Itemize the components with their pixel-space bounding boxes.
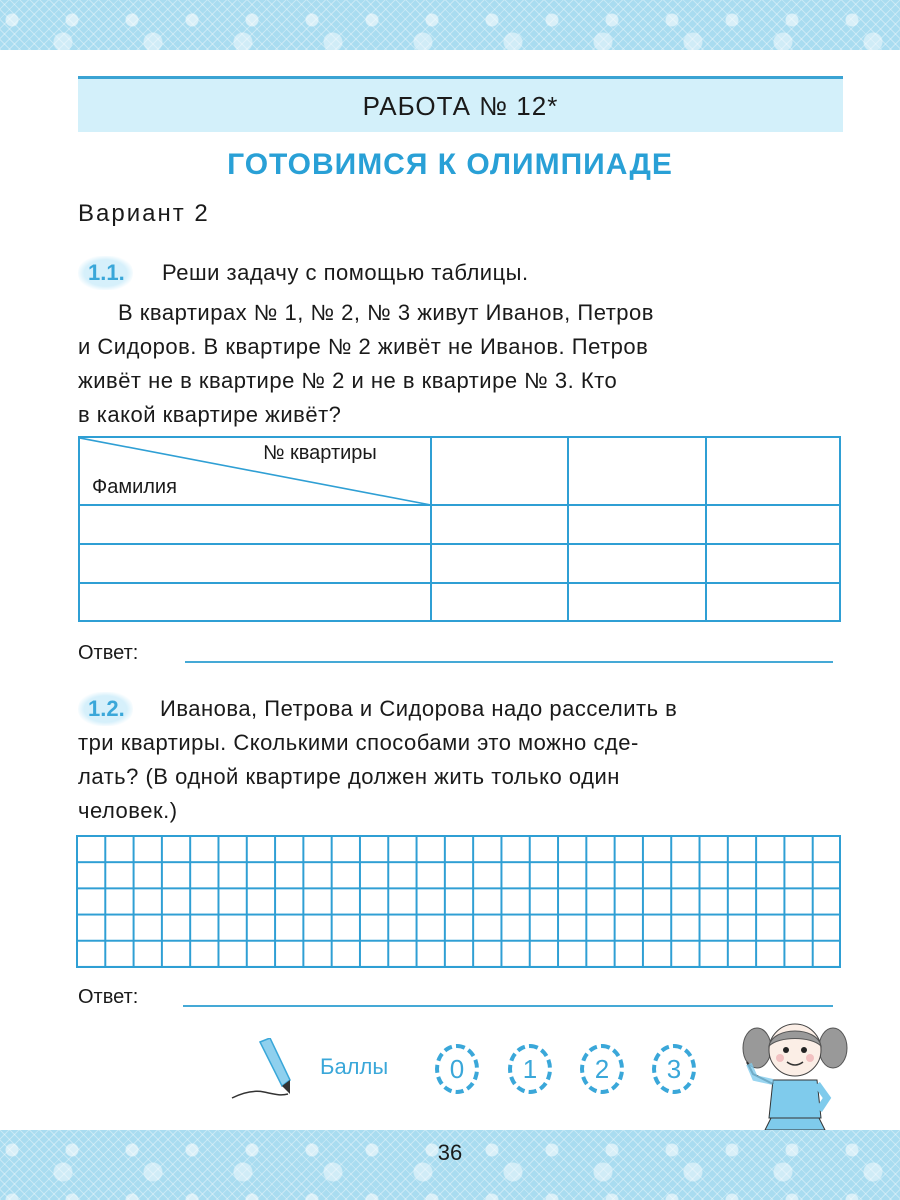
task-1-2-line: Иванова, Петрова и Сидорова надо расселить в bbox=[160, 696, 678, 721]
section-title: ГОТОВИМСЯ К ОЛИМПИАДЕ bbox=[227, 148, 673, 181]
task-1-1-line: в какой квартире живёт? bbox=[78, 402, 342, 427]
task-1-2-line: человек.) bbox=[78, 798, 178, 823]
table-divider bbox=[567, 438, 569, 620]
score-label: Баллы bbox=[320, 1054, 389, 1079]
task-number-1-1: 1.1. bbox=[78, 256, 133, 290]
task-1-2-line: три квартиры. Сколькими способами это можно сде- bbox=[78, 730, 639, 755]
task-1-1-line: и Сидоров. В квартире № 2 живёт не Иванов. Петров bbox=[78, 334, 649, 359]
answer-field-1-2[interactable] bbox=[183, 1005, 833, 1007]
variant-label: Вариант 2 bbox=[78, 200, 210, 227]
task-number-1-2: 1.2. bbox=[78, 692, 133, 726]
work-header-bar bbox=[78, 76, 843, 132]
score-option-0[interactable]: 0 bbox=[435, 1044, 479, 1094]
score-row bbox=[230, 1030, 730, 1110]
table-divider bbox=[80, 582, 839, 584]
answer-label-1-2: Ответ: bbox=[78, 986, 139, 1008]
table-divider bbox=[80, 543, 839, 545]
task-1-2-line: лать? (В одной квартире должен жить только один bbox=[78, 764, 620, 789]
table-divider bbox=[430, 438, 432, 620]
table-header-surname: Фамилия bbox=[92, 476, 177, 498]
task-1-1-instruction: Реши задачу с помощью таблицы. bbox=[162, 260, 529, 285]
solution-table bbox=[78, 436, 841, 622]
score-option-1[interactable]: 1 bbox=[508, 1044, 552, 1094]
answer-field-1-1[interactable] bbox=[185, 661, 833, 663]
work-title: РАБОТА № 12* bbox=[362, 91, 559, 121]
answer-label-1-1: Ответ: bbox=[78, 642, 139, 664]
page-number: 36 bbox=[437, 1140, 463, 1165]
pencil-icon bbox=[230, 1038, 294, 1102]
girl-mascot-icon bbox=[735, 1018, 855, 1130]
table-header-apartment: № квартиры bbox=[263, 442, 377, 464]
score-option-3[interactable]: 3 bbox=[652, 1044, 696, 1094]
squared-work-grid[interactable] bbox=[76, 835, 841, 968]
score-option-2[interactable]: 2 bbox=[580, 1044, 624, 1094]
table-divider bbox=[80, 504, 839, 506]
task-1-1-line: В квартирах № 1, № 2, № 3 живут Иванов, Петров bbox=[118, 300, 654, 325]
table-divider bbox=[705, 438, 707, 620]
task-1-1-line: живёт не в квартире № 2 и не в квартире № 3. Кто bbox=[78, 368, 618, 393]
decorative-lace-band-top bbox=[0, 0, 900, 50]
